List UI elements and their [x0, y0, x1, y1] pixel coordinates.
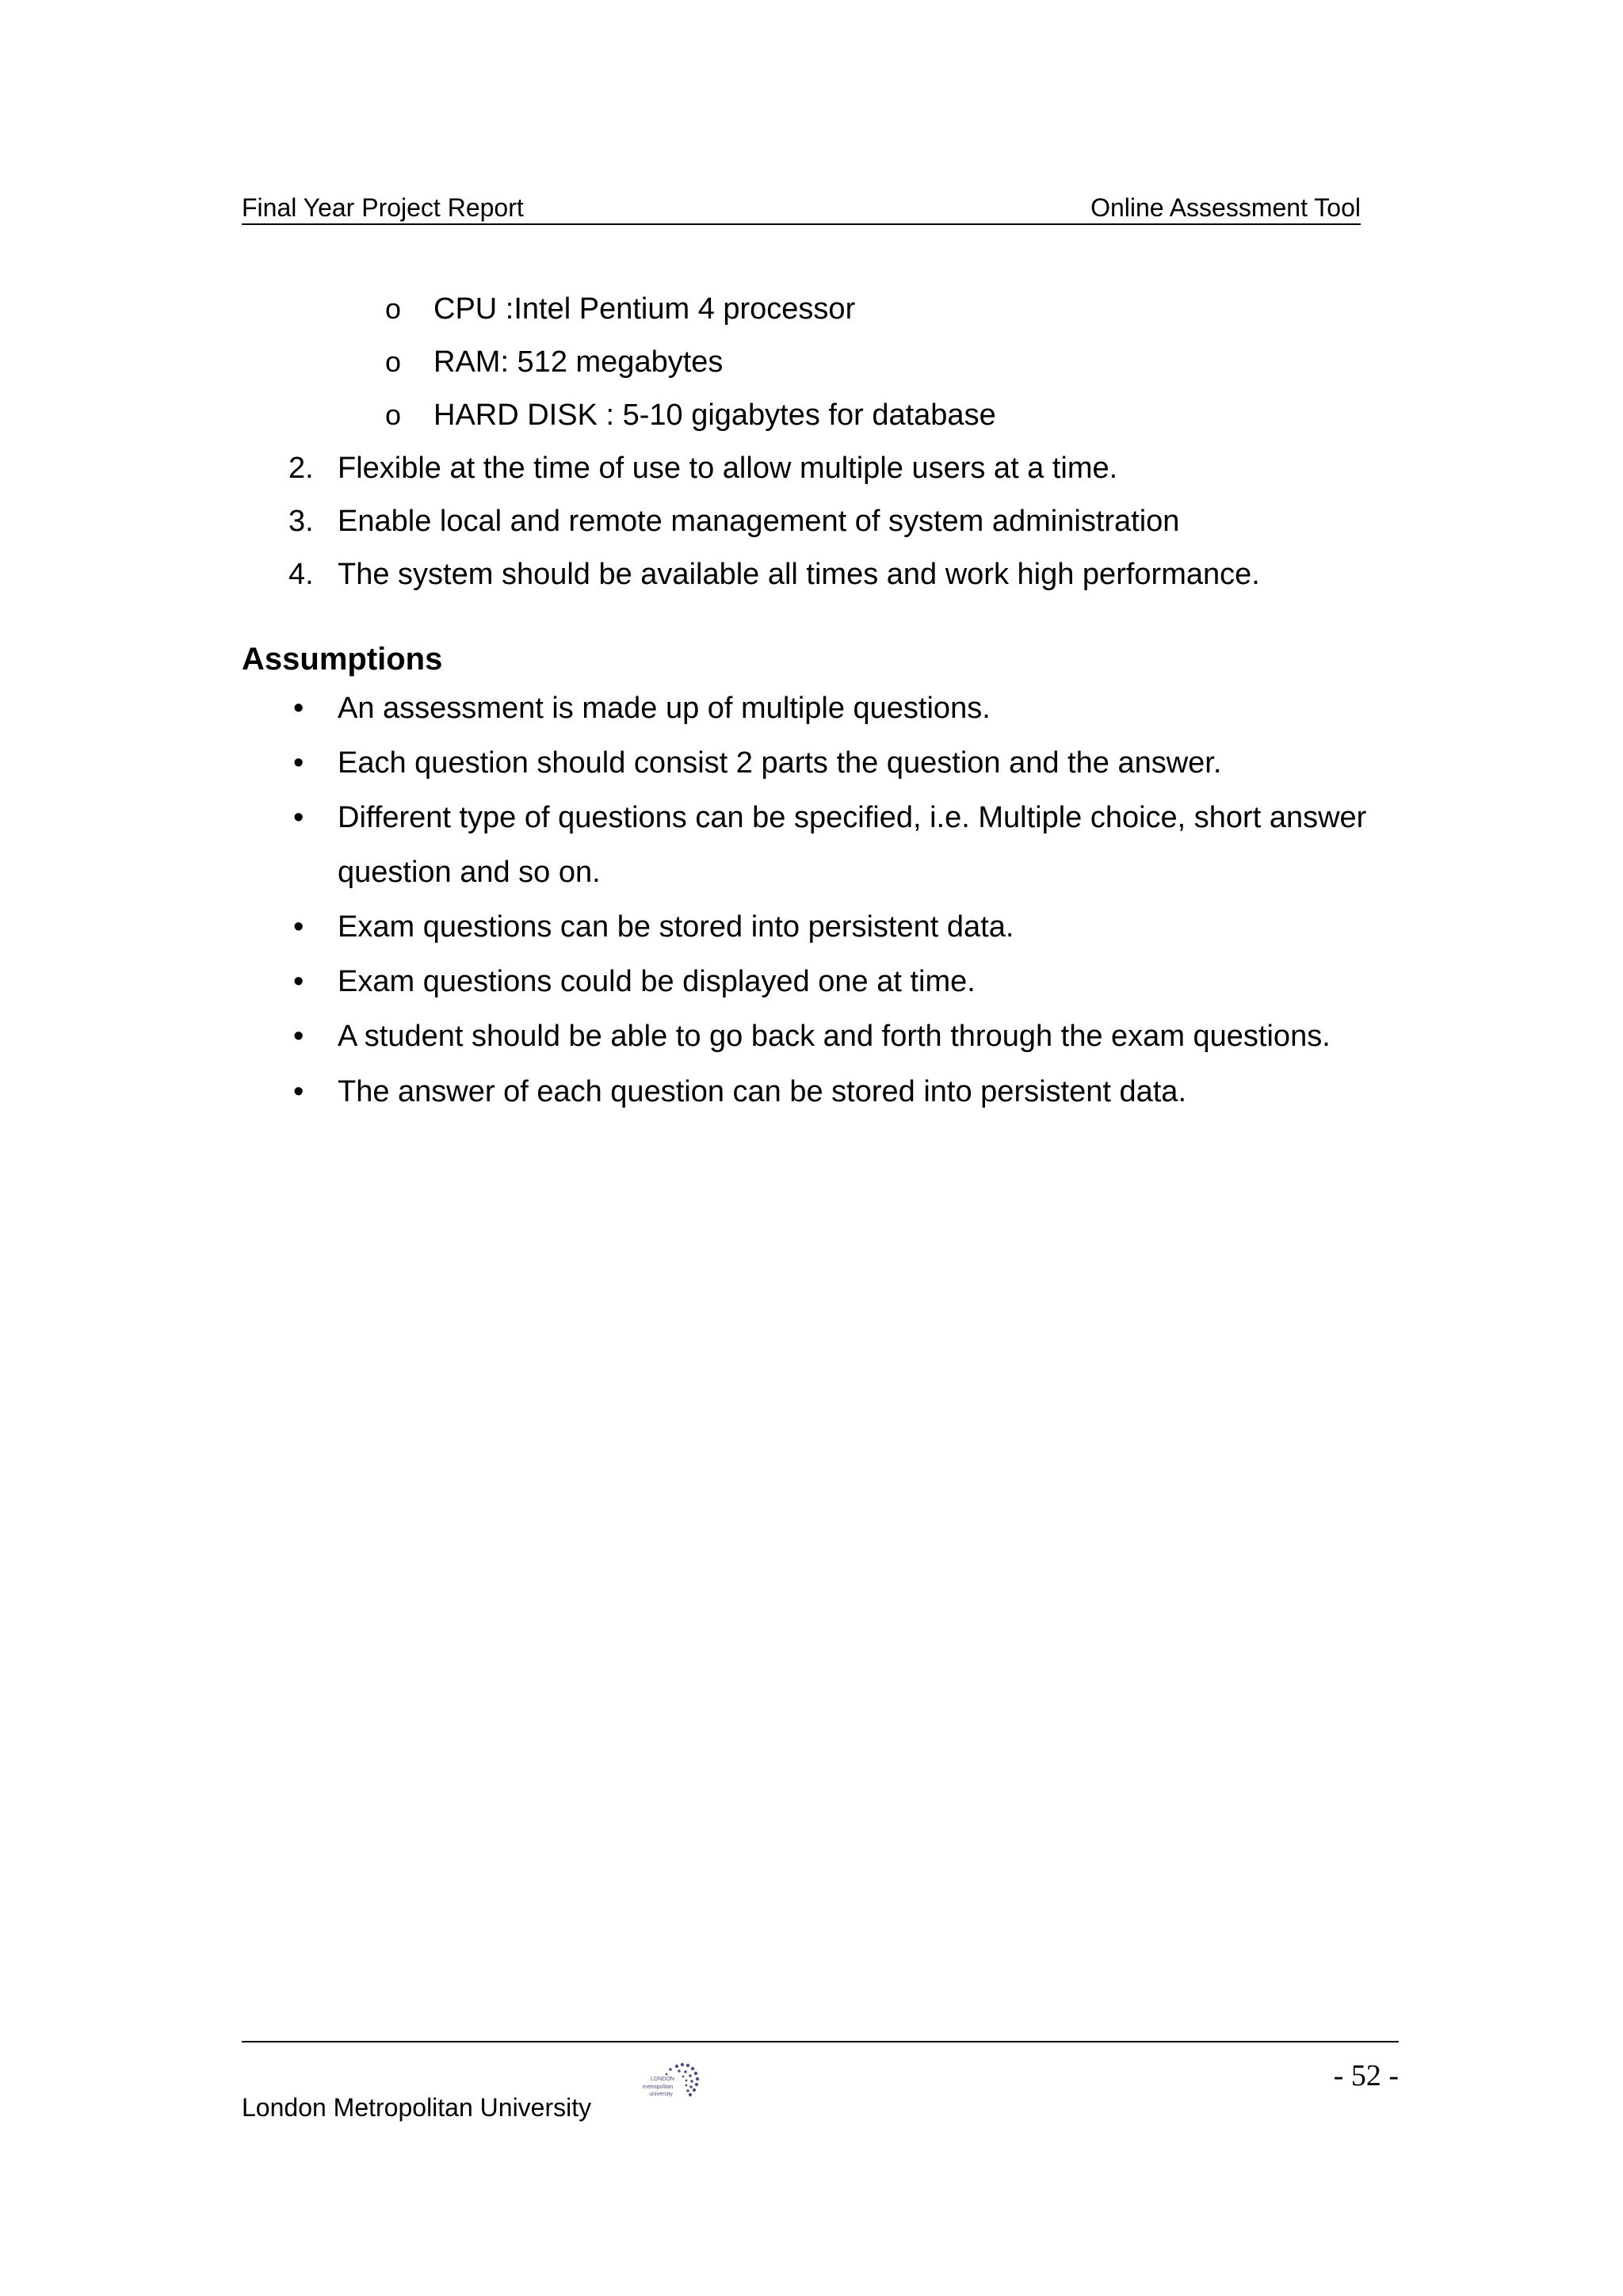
- list-item-availability: The system should be available all times and work high performance.: [338, 558, 1260, 591]
- bullet-marker: •: [293, 910, 304, 944]
- assumption-item: An assessment is made up of multiple questions.: [338, 692, 991, 725]
- assumption-item: Exam questions can be stored into persistent data.: [338, 910, 1014, 944]
- footer-divider: [242, 2041, 1399, 2042]
- list-item-hard-disk: HARD DISK : 5-10 gigabytes for database: [433, 399, 996, 432]
- bullet-marker: •: [293, 1075, 304, 1108]
- logo-wordmark-line1: LONDON: [651, 2077, 674, 2082]
- section-heading-assumptions: Assumptions: [242, 642, 443, 677]
- assumption-item: The answer of each question can be stored into persistent data.: [338, 1075, 1186, 1108]
- list-item-flexible: Flexible at the time of use to allow multiple users at a time.: [338, 452, 1118, 485]
- assumption-item: Each question should consist 2 parts the question and the answer.: [338, 746, 1222, 780]
- sub-bullet-marker: o: [385, 292, 402, 325]
- list-item-ram: RAM: 512 megabytes: [433, 345, 724, 379]
- sub-bullet-marker: o: [385, 345, 402, 378]
- numbered-marker: 3.: [288, 505, 314, 538]
- assumption-item: Exam questions could be displayed one at time.: [338, 965, 976, 998]
- bullet-marker: •: [293, 1020, 304, 1053]
- assumption-item-continuation: question and so on.: [338, 856, 601, 889]
- logo-wordmark-line3: university: [649, 2092, 673, 2097]
- page-number: - 52 -: [1333, 2059, 1399, 2092]
- bullet-marker: •: [293, 746, 304, 780]
- bullet-marker: •: [293, 965, 304, 998]
- bullet-marker: •: [293, 801, 304, 834]
- logo-wordmark-line2: metropolitan: [642, 2084, 674, 2090]
- page-header: [242, 195, 1361, 225]
- assumption-item: Different type of questions can be specified, i.e. Multiple choice, short answer: [338, 801, 1367, 834]
- header-project-title: Online Assessment Tool: [1090, 193, 1361, 222]
- bullet-marker: •: [293, 692, 304, 725]
- footer-institution: London Metropolitan University: [242, 2093, 592, 2122]
- numbered-marker: 4.: [288, 558, 314, 591]
- numbered-marker: 2.: [288, 452, 314, 485]
- header-report-title: Final Year Project Report: [242, 193, 524, 222]
- assumption-item: A student should be able to go back and forth through the exam questions.: [338, 1020, 1331, 1053]
- sub-bullet-marker: o: [385, 399, 402, 431]
- list-item-management: Enable local and remote management of system administration: [338, 505, 1180, 538]
- university-logo-icon: [621, 2058, 704, 2111]
- list-item-cpu: CPU :Intel Pentium 4 processor: [433, 292, 856, 326]
